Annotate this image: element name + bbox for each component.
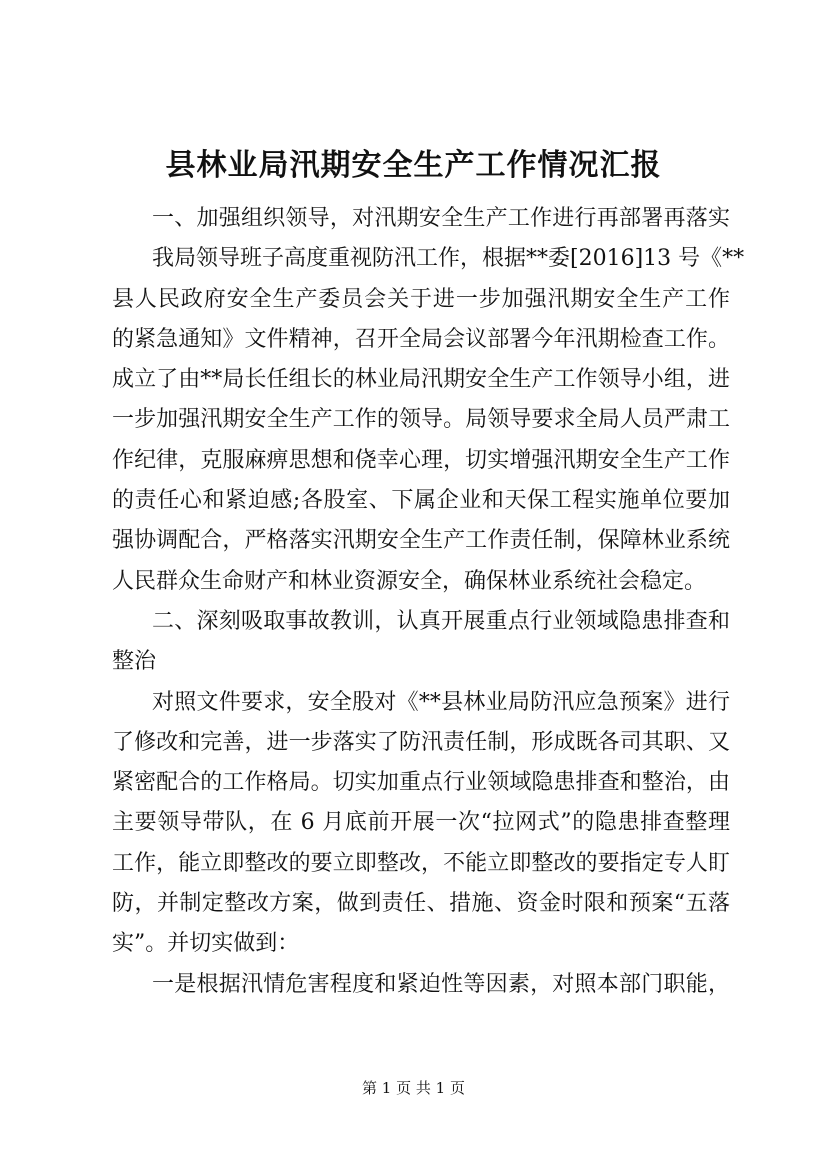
document-body (112, 199, 745, 1005)
paragraph-line: 实”。并切实做到： (112, 931, 300, 957)
paragraph-line: 一步加强汛期安全生产工作的领导。局领导要求全局人员严肃工 (112, 407, 730, 433)
paragraph-line: 对照文件要求，安全股对《**县林业局防汛应急预案》进行 (152, 689, 730, 715)
paragraph-line: 县人民政府安全生产委员会关于进一步加强汛期安全生产工作 (112, 286, 730, 312)
paragraph-line: 强协调配合，严格落实汛期安全生产工作责任制，保障林业系统 (112, 528, 730, 554)
paragraph-line: 防，并制定整改方案，做到责任、措施、资金时限和预案“五落 (112, 891, 730, 917)
paragraph-line: 成立了由**局长任组长的林业局汛期安全生产工作领导小组，进 (112, 367, 730, 393)
paragraph-line: 作纪律，克服麻痹思想和侥幸心理，切实增强汛期安全生产工作 (112, 447, 730, 473)
section-heading-2-continued: 整治 (112, 649, 157, 675)
section-heading-2: 二、深刻吸取事故教训，认真开展重点行业领域隐患排查和 (152, 608, 730, 634)
page-footer: 第 1 页 共 1 页 (362, 1079, 465, 1097)
document-title: 县林业局汛期安全生产工作情况汇报 (165, 148, 662, 183)
paragraph-line: 紧密配合的工作格局。切实加重点行业领域隐患排查和整治，由 (112, 770, 730, 796)
paragraph-line: 主要领导带队，在 6 月底前开展一次“拉网式”的隐患排查整理 (112, 810, 730, 836)
paragraph-line: 一是根据汛情危害程度和紧迫性等因素，对照本部门职能， (152, 971, 730, 997)
paragraph-line: 的紧急通知》文件精神，召开全局会议部署今年汛期检查工作。 (112, 326, 730, 352)
section-heading-1: 一、加强组织领导，对汛期安全生产工作进行再部署再落实 (152, 206, 730, 231)
paragraph-line: 我局领导班子高度重视防汛工作，根据**委[2016]13 号《** (152, 246, 745, 272)
paragraph-line: 工作，能立即整改的要立即整改，不能立即整改的要指定专人盯 (112, 850, 730, 876)
paragraph-line: 了修改和完善，进一步落实了防汛责任制，形成既各司其职、又 (112, 729, 730, 755)
paragraph-line: 人民群众生命财产和林业资源安全，确保林业系统社会稳定。 (112, 568, 707, 594)
paragraph-line: 的责任心和紧迫感;各股室、下属企业和天保工程实施单位要加 (112, 488, 730, 514)
